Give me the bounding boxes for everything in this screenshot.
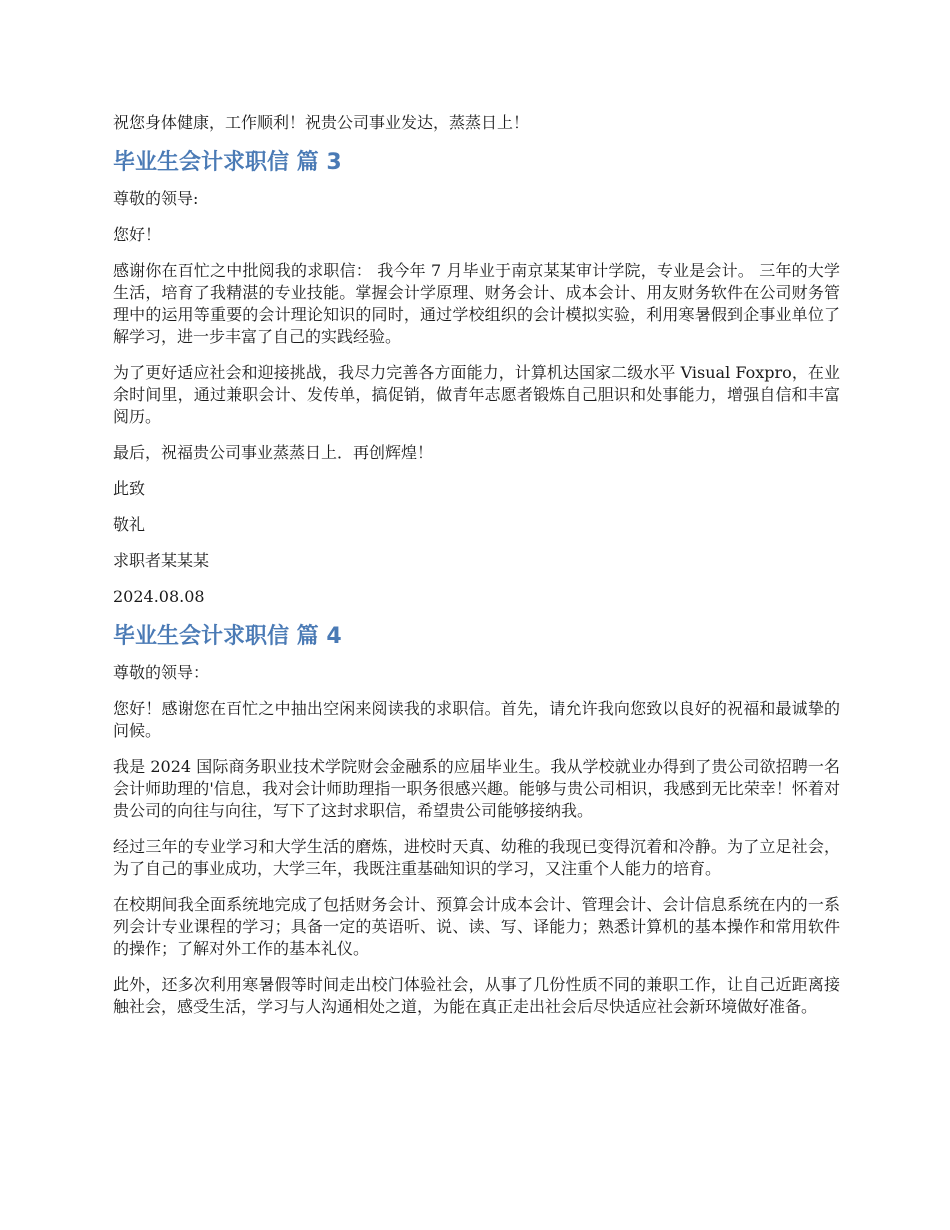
body-paragraph: 在校期间我全面系统地完成了包括财务会计、预算会计成本会计、管理会计、会计信息系统在内的一系列会计专业课程的学习；具备一定的英语听、说、读、写、译能力；熟悉计算机的基本操作和常用软件的操作；了解对外工作的基本礼仪。 <box>113 895 840 958</box>
closing-regards: 敬礼 <box>113 515 146 534</box>
body-paragraph: 感谢你在百忙之中批阅我的求职信： 我今年 7 月毕业于南京某某审计学院，专业是会计。 三年的大学生活，培育了我精湛的专业技能。掌握会计学原理、财务会计、成本会计、用友财务软件在公司财务管理中的运用等重要的会计理论知识的同时，通过学校组织的会计模拟实验，利用寒暑假到企事业单位了解学习，进一步丰富了自己的实践经验。 <box>113 261 840 346</box>
salutation: 尊敬的领导： <box>113 663 210 682</box>
document-page <box>113 112 840 1032</box>
salutation: 尊敬的领导: <box>113 189 199 208</box>
closing-paragraph: 最后，祝福贵公司事业蒸蒸日上．再创辉煌！ <box>113 443 434 462</box>
body-paragraph: 您好！感谢您在百忙之中抽出空闲来阅读我的求职信。首先，请允许我向您致以良好的祝福和最诚挚的问候。 <box>113 699 840 740</box>
body-paragraph: 经过三年的专业学习和大学生活的磨炼，进校时天真、幼稚的我现已变得沉着和冷静。为了立足社会，为了自己的事业成功，大学三年，我既注重基础知识的学习，又注重个人能力的培育。 <box>113 837 840 878</box>
greeting: 您好！ <box>113 225 162 244</box>
closing-wishes-line: 祝您身体健康，工作顺利！祝贵公司事业发达，蒸蒸日上！ <box>113 113 530 132</box>
body-paragraph: 此外，还多次利用寒暑假等时间走出校门体验社会，从事了几份性质不同的兼职工作，让自己近距离接触社会，感受生活，学习与人沟通相处之道，为能在真正走出社会后尽快适应社会新环境做好准备。 <box>113 975 840 1016</box>
signature: 求职者某某某 <box>113 551 210 570</box>
body-paragraph: 为了更好适应社会和迎接挑战，我尽力完善各方面能力，计算机达国家二级水平 Visual Foxpro，在业余时间里，通过兼职会计、发传单，搞促销，做青年志愿者锻炼自己胆识和处事能力，增强自信和丰富阅历。 <box>113 363 840 426</box>
closing-phrase: 此致 <box>113 479 146 498</box>
section-4-heading: 毕业生会计求职信 篇 4 <box>113 624 342 649</box>
date-line: 2024.08.08 <box>113 587 205 606</box>
body-paragraph: 我是 2024 国际商务职业技术学院财会金融系的应届毕业生。我从学校就业办得到了贵公司欲招聘一名会计师助理的'信息，我对会计师助理指一职务很感兴趣。能够与贵公司相识，我感到无比荣幸！怀着对贵公司的向往与向往，写下了这封求职信，希望贵公司能够接纳我。 <box>113 757 840 820</box>
section-3-heading: 毕业生会计求职信 篇 3 <box>113 150 342 175</box>
